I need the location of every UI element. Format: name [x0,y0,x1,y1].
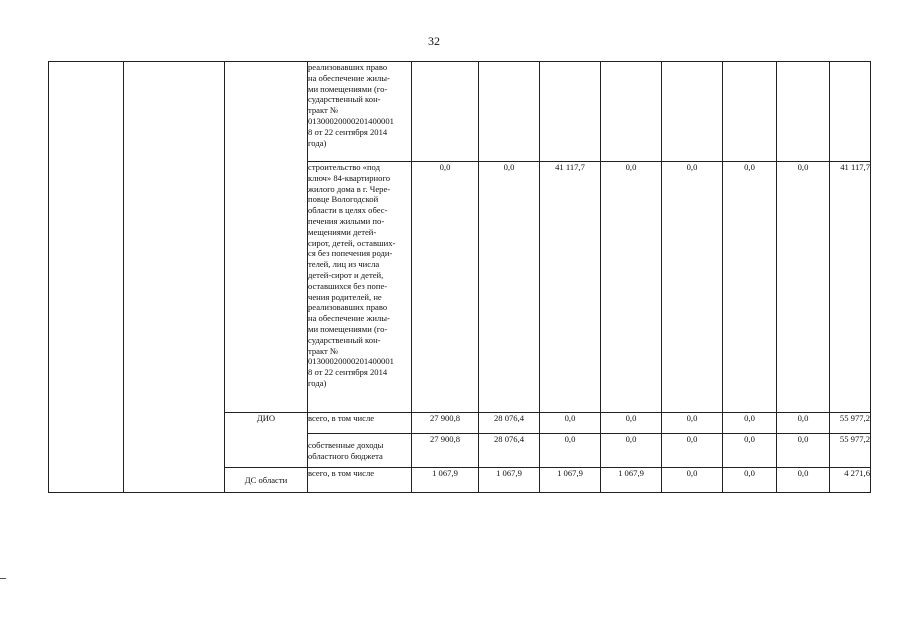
value-cell: 0,0 [601,413,662,434]
value-cell: 1 067,9 [601,468,662,493]
value-cell [723,62,777,162]
value-cell: 0,0 [540,413,601,434]
budget-table [48,61,871,493]
total-cell: 55 977,2 [830,434,871,468]
value-cell: 0,0 [662,468,723,493]
event-column-cell [124,62,225,493]
budget-table-container [48,61,870,493]
value-cell: 0,0 [723,434,777,468]
value-cell: 0,0 [723,162,777,413]
value-cell: 0,0 [412,162,479,413]
value-cell [540,62,601,162]
value-cell: 1 067,9 [412,468,479,493]
agency-cell: ДС области [225,468,308,493]
value-cell: 0,0 [662,413,723,434]
agency-cell: ДИО [225,413,308,468]
value-cell: 1 067,9 [479,468,540,493]
value-cell: 0,0 [723,413,777,434]
value-cell: 0,0 [723,468,777,493]
value-cell [662,62,723,162]
total-cell [830,62,871,162]
value-cell: 28 076,4 [479,434,540,468]
value-cell: 0,0 [777,434,830,468]
table-row [49,62,871,162]
value-cell [601,62,662,162]
value-cell [412,62,479,162]
value-cell: 0,0 [777,162,830,413]
value-cell: 0,0 [601,162,662,413]
value-cell: 0,0 [601,434,662,468]
value-cell: 28 076,4 [479,413,540,434]
margin-mark [0,578,6,579]
value-cell: 0,0 [777,468,830,493]
agency-cell [225,62,308,413]
description-cell: всего, в том числе [308,413,412,434]
value-cell: 41 117,7 [540,162,601,413]
program-column-cell [49,62,124,493]
value-cell: 1 067,9 [540,468,601,493]
description-cell: всего, в том числе [308,468,412,493]
value-cell: 27 900,8 [412,434,479,468]
value-cell: 0,0 [662,434,723,468]
total-cell: 55 977,2 [830,413,871,434]
page-number: 32 [428,34,440,48]
value-cell [777,62,830,162]
description-cell: собственные доходы областного бюджета [308,434,412,468]
total-cell: 41 117,7 [830,162,871,413]
value-cell: 0,0 [662,162,723,413]
value-cell: 0,0 [540,434,601,468]
value-cell [479,62,540,162]
total-cell: 4 271,6 [830,468,871,493]
value-cell: 27 900,8 [412,413,479,434]
description-cell: реализовавших право на обеспечение жилы- ми помещениями (го- сударственный кон- тракт № 01300020000201400001 8 от 22 сентября 2014 года) [308,62,412,162]
description-cell: строительство «под ключ» 84-квартирного жилого дома в г. Чере- повце Вологодской области в целях обес- печения жилыми по- мещениями детей- сирот, детей, оставших- ся без попечения роди- телей, лиц из числа детей-сирот и детей, оставшихся без попе- чения родителей, не реализовавших право на обеспечение жилы- ми помещениями (го- сударственный кон- тракт № 01300020000201400001 8 от 22 сентября 2014 года) [308,162,412,413]
value-cell: 0,0 [777,413,830,434]
value-cell: 0,0 [479,162,540,413]
